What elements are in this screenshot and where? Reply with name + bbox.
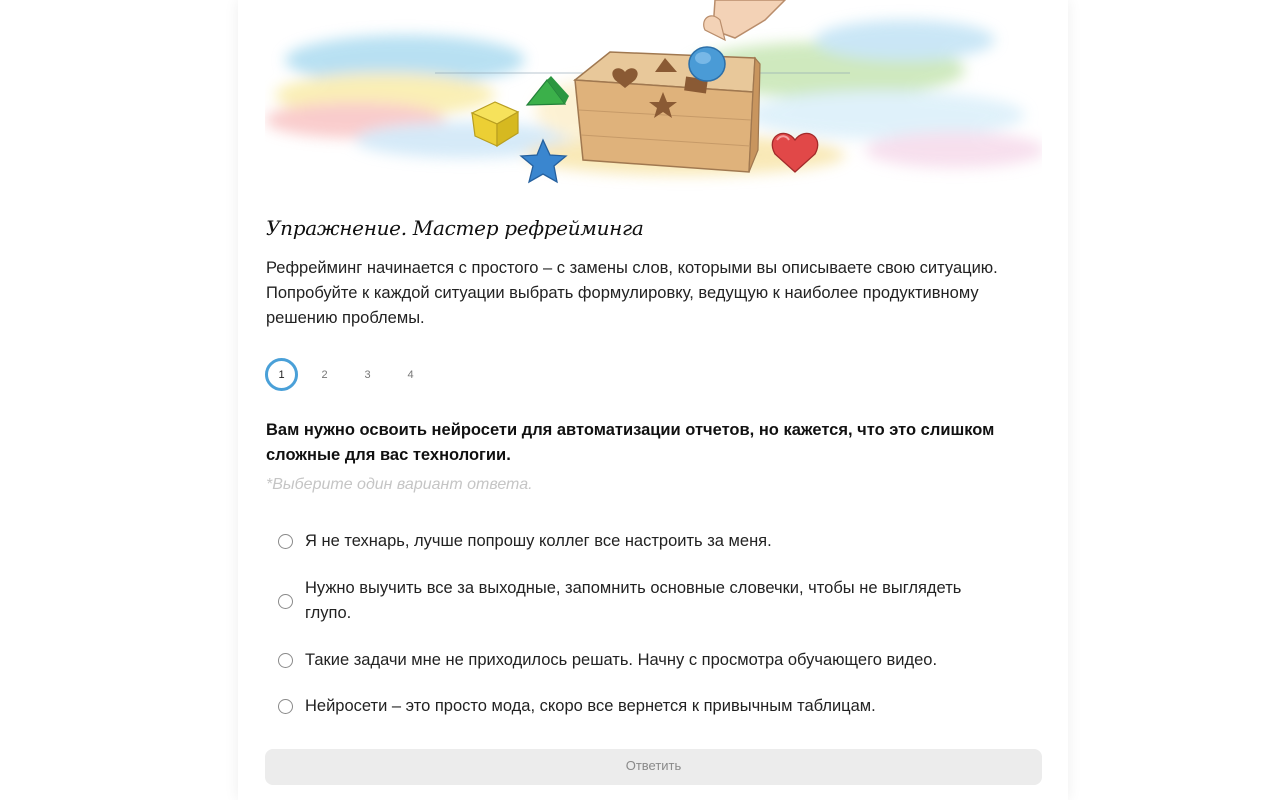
radio-button[interactable]	[278, 653, 293, 668]
step-indicator	[265, 358, 437, 391]
hero-illustration	[265, 0, 1042, 198]
step-3[interactable]: 3	[364, 368, 371, 381]
answer-option-4[interactable]	[278, 694, 1038, 719]
answer-option-label: Нейросети – это просто мода, скоро все вернется к привычным таблицам.	[305, 697, 876, 715]
exercise-intro: Рефрейминг начинается с простого – с замены слов, которыми вы описываете свою ситуацию. Попробуйте к каждой ситуации выбрать формулировку, ведущую к наиболее продуктивному решению проблемы.	[266, 259, 998, 327]
question-text: Вам нужно освоить нейросети для автоматизации отчетов, но кажется, что это слишком сложные для вас технологии.	[266, 421, 995, 464]
submit-button[interactable]: Ответить	[265, 749, 1042, 785]
step-1[interactable]: 1	[265, 358, 298, 391]
answer-option-label: Я не технарь, лучше попрошу коллег все настроить за меня.	[305, 532, 772, 550]
answer-option-2[interactable]	[278, 576, 1038, 626]
exercise-title: Упражнение. Мастер рефрейминга	[266, 216, 644, 240]
answer-option-label: Нужно выучить все за выходные, запомнить основные словечки, чтобы не выглядеть глупо.	[305, 579, 962, 622]
radio-button[interactable]	[278, 699, 293, 714]
step-2[interactable]: 2	[321, 368, 328, 381]
exercise-card	[238, 0, 1068, 800]
answer-option-label: Такие задачи мне не приходилось решать. Начну с просмотра обучающего видео.	[305, 651, 938, 669]
answer-hint: *Выберите один вариант ответа.	[266, 476, 533, 493]
answer-option-1[interactable]	[278, 529, 1038, 554]
radio-button[interactable]	[278, 534, 293, 549]
answer-option-3[interactable]	[278, 648, 1038, 673]
radio-button[interactable]	[278, 594, 293, 609]
step-4[interactable]: 4	[407, 368, 414, 381]
